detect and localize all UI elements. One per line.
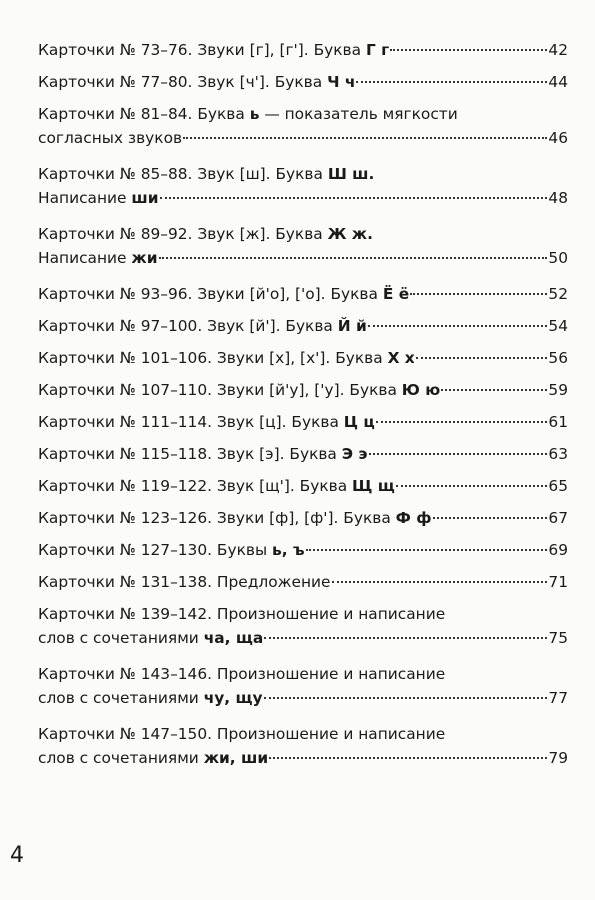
toc-line (38, 538, 568, 562)
toc-text: Карточки № 123–126. Звуки [ф], [ф']. Буква (38, 509, 396, 527)
toc-text: Карточки № 97–100. Звук [й']. Буква (38, 317, 338, 335)
toc-text: слов с сочетаниями (38, 689, 204, 707)
toc-bold-letters: Ц ц (343, 413, 375, 431)
toc-page-number: 42 (548, 41, 568, 59)
toc-entry (38, 722, 568, 770)
toc-text: — показатель мягкости (259, 105, 458, 123)
toc-text: Написание (38, 189, 132, 207)
dot-leader (306, 549, 548, 551)
dot-leader (356, 81, 547, 83)
toc-bold-letters: Ж ж. (327, 225, 373, 243)
toc-page-number: 61 (548, 413, 568, 431)
toc-entry (38, 102, 568, 150)
toc-page-number: 44 (548, 73, 568, 91)
toc-page-number: 54 (548, 317, 568, 335)
toc-text: слов с сочетаниями (38, 749, 204, 767)
toc-line (38, 162, 568, 186)
dot-leader (159, 257, 548, 259)
dot-leader (368, 325, 548, 327)
toc-entry (38, 314, 568, 338)
toc-bold-letters: Г г (365, 41, 390, 59)
toc-bold-letters: ь (249, 105, 260, 123)
dot-leader (441, 389, 547, 391)
dot-leader (160, 197, 548, 199)
toc-text: Карточки № 93–96. Звуки [й'о], ['о]. Буква (38, 285, 383, 303)
table-of-contents (38, 38, 568, 782)
toc-text: Карточки № 89–92. Звук [ж]. Буква (38, 225, 328, 243)
toc-line (38, 474, 568, 498)
toc-line (38, 70, 568, 94)
toc-bold-letters: Ш ш. (327, 165, 375, 183)
toc-entry (38, 662, 568, 710)
toc-line (38, 346, 568, 370)
toc-line (38, 686, 568, 710)
toc-entry (38, 162, 568, 210)
toc-text: Карточки № 127–130. Буквы (38, 541, 273, 559)
dot-leader (396, 485, 548, 487)
dot-leader (410, 293, 547, 295)
toc-line (38, 626, 568, 650)
toc-page-number: 71 (548, 573, 568, 591)
toc-text: Карточки № 131–138. Предложение (38, 573, 331, 591)
dot-leader (264, 637, 547, 639)
toc-line (38, 38, 568, 62)
toc-page-number: 75 (548, 629, 568, 647)
dot-leader (183, 137, 547, 139)
toc-bold-letters: Щ щ (352, 477, 395, 495)
toc-bold-letters: Х х (387, 349, 415, 367)
toc-bold-letters: Э э (341, 445, 368, 463)
toc-page-number: 52 (548, 285, 568, 303)
toc-text: Карточки № 147–150. Произношение и написание (38, 725, 446, 743)
toc-line (38, 570, 568, 594)
dot-leader (416, 357, 548, 359)
page-number: 4 (10, 843, 24, 868)
dot-leader (332, 581, 548, 583)
toc-text: Карточки № 107–110. Звуки [й'у], ['у]. Буква (38, 381, 402, 399)
toc-entry (38, 506, 568, 530)
toc-bold-letters: ь, ъ (272, 541, 305, 559)
toc-line (38, 222, 568, 246)
toc-page-number: 46 (548, 129, 568, 147)
toc-text: Карточки № 115–118. Звук [э]. Буква (38, 445, 342, 463)
toc-bold-letters: Ё ё (382, 285, 410, 303)
toc-text: Написание (38, 249, 132, 267)
toc-text: Карточки № 81–84. Буква (38, 105, 250, 123)
toc-page-number: 67 (548, 509, 568, 527)
toc-bold-letters: Ф ф (395, 509, 432, 527)
toc-bold-letters: жи (131, 249, 158, 267)
toc-entry (38, 70, 568, 94)
toc-page-number: 56 (548, 349, 568, 367)
toc-page-number: 59 (548, 381, 568, 399)
toc-line (38, 126, 568, 150)
toc-bold-letters: Й й (337, 317, 367, 335)
toc-entry (38, 570, 568, 594)
toc-text: Карточки № 143–146. Произношение и написание (38, 665, 446, 683)
toc-line (38, 186, 568, 210)
toc-text: Карточки № 111–114. Звук [ц]. Буква (38, 413, 344, 431)
toc-line (38, 314, 568, 338)
toc-bold-letters: ча, ща (203, 629, 264, 647)
toc-line (38, 602, 568, 626)
toc-line (38, 102, 568, 126)
toc-page-number: 77 (548, 689, 568, 707)
toc-page-number: 79 (548, 749, 568, 767)
toc-line (38, 722, 568, 746)
toc-entry (38, 602, 568, 650)
toc-bold-letters: Ч ч (327, 73, 356, 91)
toc-text: Карточки № 77–80. Звук [ч']. Буква (38, 73, 328, 91)
toc-entry (38, 538, 568, 562)
dot-leader (264, 697, 548, 699)
toc-entry (38, 474, 568, 498)
toc-line (38, 442, 568, 466)
toc-entry (38, 38, 568, 62)
toc-text: Карточки № 85–88. Звук [ш]. Буква (38, 165, 328, 183)
toc-text: Карточки № 139–142. Произношение и написание (38, 605, 446, 623)
toc-text: согласных звуков (38, 129, 183, 147)
toc-line (38, 662, 568, 686)
toc-page-number: 50 (548, 249, 568, 267)
dot-leader (433, 517, 548, 519)
dot-leader (376, 421, 548, 423)
toc-entry (38, 282, 568, 306)
toc-entry (38, 346, 568, 370)
toc-line (38, 378, 568, 402)
toc-bold-letters: Ю ю (401, 381, 441, 399)
toc-bold-letters: чу, щу (203, 689, 263, 707)
toc-line (38, 746, 568, 770)
toc-entry (38, 442, 568, 466)
toc-text: Карточки № 73–76. Звуки [г], [г']. Буква (38, 41, 366, 59)
toc-page-number: 65 (548, 477, 568, 495)
toc-page-number: 69 (548, 541, 568, 559)
toc-line (38, 410, 568, 434)
toc-entry (38, 222, 568, 270)
toc-bold-letters: ши (131, 189, 159, 207)
toc-bold-letters: жи, ши (203, 749, 269, 767)
dot-leader (369, 453, 548, 455)
toc-page-number: 48 (548, 189, 568, 207)
toc-line (38, 506, 568, 530)
dot-leader (269, 757, 547, 759)
toc-line (38, 282, 568, 306)
toc-text: Карточки № 101–106. Звуки [х], [х']. Буква (38, 349, 388, 367)
toc-entry (38, 378, 568, 402)
dot-leader (390, 49, 547, 51)
toc-text: слов с сочетаниями (38, 629, 204, 647)
toc-entry (38, 410, 568, 434)
toc-line (38, 246, 568, 270)
toc-page-number: 63 (548, 445, 568, 463)
toc-text: Карточки № 119–122. Звук [щ']. Буква (38, 477, 353, 495)
